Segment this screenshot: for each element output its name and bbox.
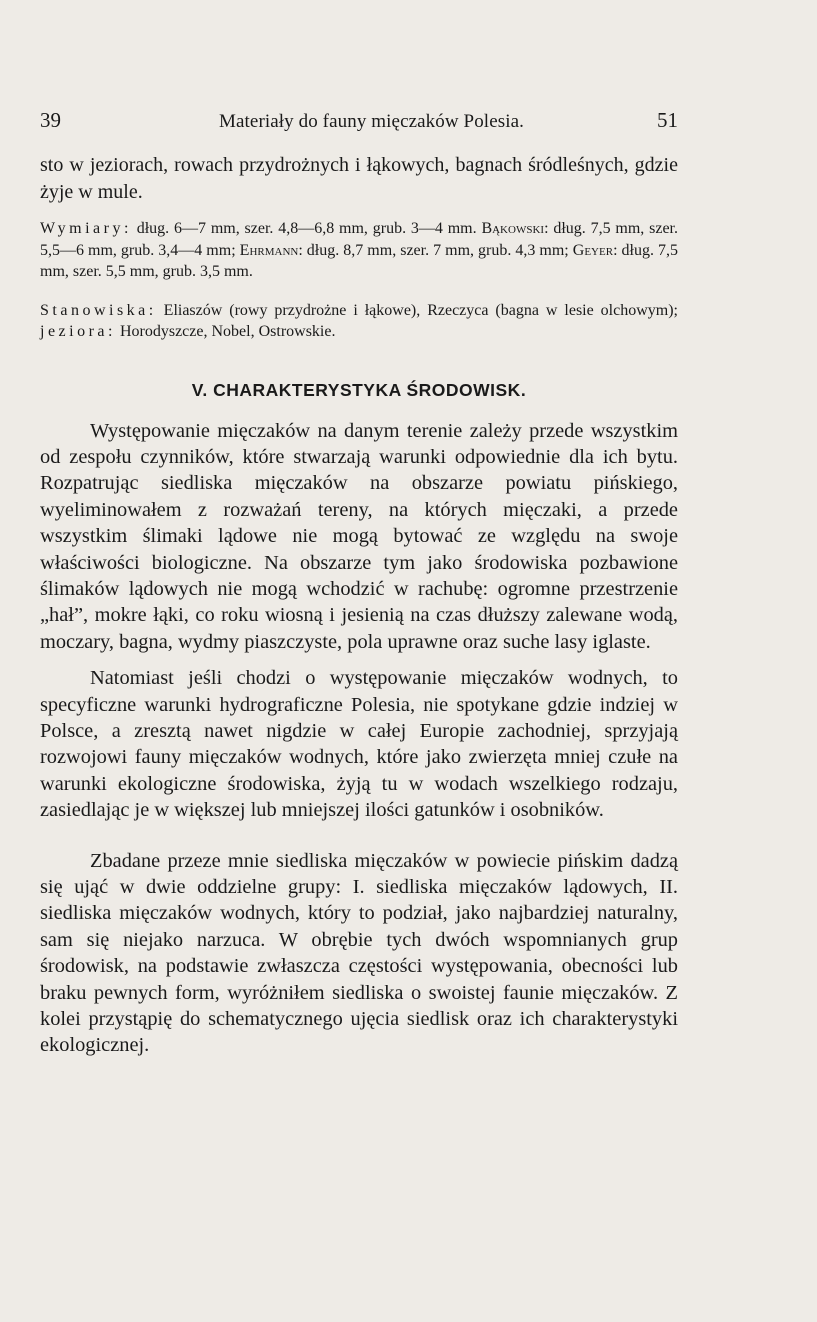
page-number-left: 39	[40, 108, 61, 132]
paragraph-1: Występowanie mięczaków na danym terenie zależy przede wszystkim od zespołu czynników, które stwarzają warunki odpowiednie dla ich bytu. Rozpatrując siedliska mięczaków na obszarze powiatu pińskiego, wyeliminowałem z rozważań tereny, na których mięczaki, a przede wszystkim ślimaki lądowe nie mogą bytować ze względu na swoje właściwości biologiczne. Na obszarze tym jako środowiska pozbawione ślimaków lądowych nie mogą wchodzić w rachubę: ogromne przestrzenie „hał”, mokre łąki, co roku wiosną i jesienią na czas dłuższy zalewane wodą, moczary, bagna, wydmy piaszczyste, pola uprawne oraz suche lasy iglaste.	[40, 419, 678, 653]
sites-block	[40, 300, 678, 343]
section-heading: V. CHARAKTERYSTYKA ŚRODOWISK.	[191, 379, 527, 400]
dimensions-text-2: : dług. 7,5 mm, szer. 5,5—6 mm, grub. 3,4—4 mm;	[40, 220, 678, 259]
dimensions-text-1: dług. 6—7 mm, szer. 4,8—6,8 mm, grub. 3—4 mm.	[131, 220, 482, 237]
dimensions-label: Wymiary:	[40, 220, 132, 237]
sites-label: Stanowiska:	[40, 301, 157, 319]
dimensions-block	[40, 218, 678, 283]
document-page	[40, 108, 678, 1059]
dimensions-text-4: : dług. 7,5 mm, szer. 5,5 mm, grub. 3,5 mm.	[40, 241, 678, 280]
intro-fragment: sto w jeziorach, rowach przydrożnych i łąkowych, bagnach śródleśnych, gdzie żyje w mule.	[40, 154, 678, 203]
running-title: Materiały do fauny mięczaków Polesia.	[219, 111, 524, 132]
author-bakowski: Bąkowski	[481, 220, 545, 237]
running-header	[40, 108, 678, 146]
paragraph-2: Natomiast jeśli chodzi o występowanie mięczaków wodnych, to specyficzne warunki hydrograficzne Polesia, nie spotykane gdzie indziej w Polsce, a zresztą nawet nigdzie w całej Europie zachodniej, sprzyjają rozwojowi fauny mięczaków wodnych, które jako zwierzęta mniej czułe na warunki ekologiczne środowiska, żyją tu w wodach wszelkiego rodzaju, zasiedlając je w większej lub mniejszej ilości gatunków i osobników.	[40, 667, 678, 822]
dimensions-text-3: : dług. 8,7 mm, szer. 7 mm, grub. 4,3 mm;	[298, 241, 573, 259]
author-ehrmann: Ehrmann	[239, 241, 299, 259]
author-geyer: Geyer	[572, 241, 614, 259]
lakes-label: jeziora:	[40, 323, 116, 340]
sites-text-1: Eliaszów (rowy przydrożne i łąkowe), Rzeczyca (bagna w lesie olchowym);	[156, 301, 678, 319]
paragraph-3: Zbadane przeze mnie siedliska mięczaków w powiecie pińskim dadzą się ująć w dwie oddzielne grupy: I. siedliska mięczaków lądowych, II. siedliska mięczaków wodnych, który to podział, jako najbardziej naturalny, sam się niejako narzuca. W obrębie tych dwóch wspomnianych grup środowisk, na podstawie zwłaszcza częstości występowania, obecności lub braku pewnych form, wyróżniłem siedliska o swoistej faunie mięczaków. Z kolei przystąpię do schematycznego ujęcia siedlisk oraz ich charakterystyki ekologicznej.	[40, 849, 678, 1057]
page-number-right: 51	[657, 108, 678, 132]
sites-text-2: Horodyszcze, Nobel, Ostrowskie.	[115, 323, 336, 340]
